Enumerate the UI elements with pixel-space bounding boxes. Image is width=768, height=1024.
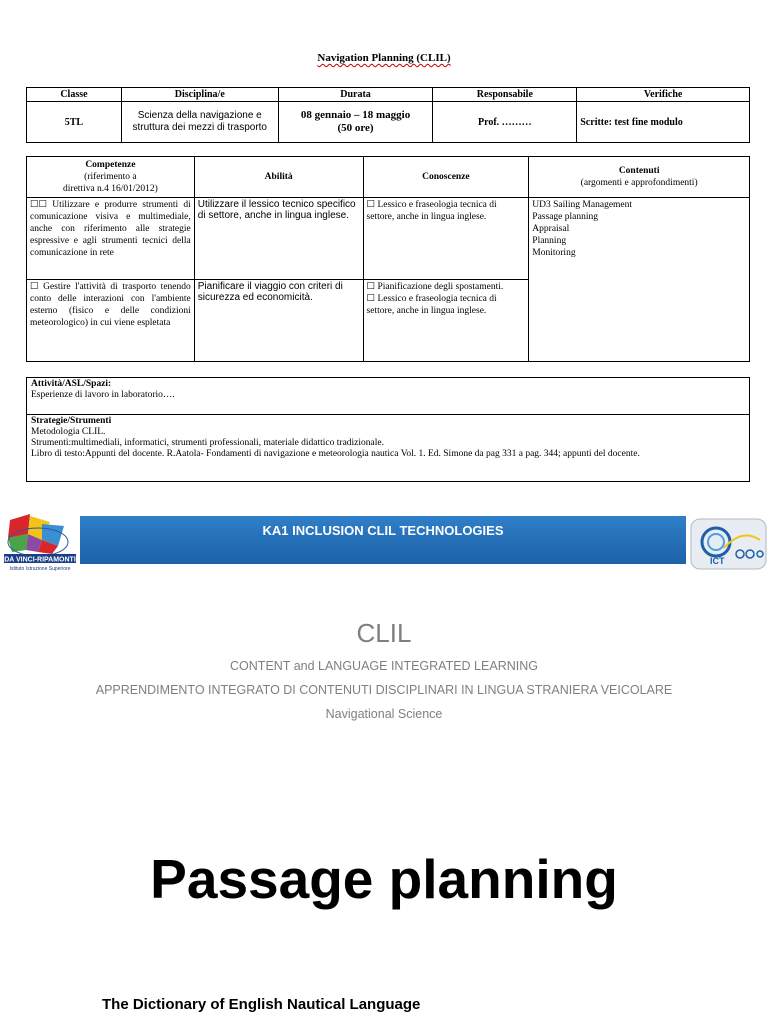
plan-table [26, 156, 750, 362]
contenuti-item: Planning [532, 236, 567, 246]
strategies-line: Metodologia CLIL. [31, 427, 106, 437]
checkbox-icon: ☐ [366, 294, 376, 304]
plan-row-1 [27, 198, 750, 280]
dictionary-title: The Dictionary of English Nautical Language [102, 996, 421, 1013]
contenuti-title: Contenuti [618, 166, 660, 176]
checkbox-icon: ☐ [30, 282, 39, 292]
competenze-ref: (riferimento a [84, 172, 137, 182]
header-responsabile: Responsabile [433, 88, 577, 102]
header-durata: Durata [278, 88, 433, 102]
strategies-row [27, 415, 750, 482]
activities-text: Esperienze di lavoro in laboratorio…. [31, 390, 175, 400]
contenuti-list [529, 198, 750, 362]
activities-cell [27, 378, 750, 415]
competenze-2: ☐ Gestire l'attività di trasporto tenendo conto delle interazioni con l'ambiente esterno (fisico e delle condizioni meteorologico) in cui viene espletata [27, 280, 195, 362]
ict-logo-icon [690, 518, 767, 570]
responsabile-value: Prof. ……… [433, 102, 577, 143]
contenuti-item: Monitoring [532, 248, 576, 258]
header-conoscenze: Conoscenze [363, 157, 529, 198]
durata-hours: (50 ore) [337, 122, 374, 134]
school-logo [2, 512, 78, 576]
info-table-row [27, 102, 750, 143]
school-logo-icon [2, 512, 78, 576]
durata-dates: 08 gennaio – 18 maggio [300, 109, 411, 121]
disciplina-value: Scienza della navigazione e struttura dei mezzi di trasporto [121, 102, 278, 143]
header-verifiche: Verifiche [577, 88, 750, 102]
header-contenuti [529, 157, 750, 198]
main-title: Passage planning [150, 848, 618, 910]
contenuti-item: Appraisal [532, 224, 570, 234]
abilita-2: Pianificare il viaggio con criteri di sicurezza ed economicità. [194, 280, 363, 362]
svg-text:Istituto Istruzione Superiore: Istituto Istruzione Superiore [9, 566, 71, 572]
contenuti-item: Passage planning [532, 212, 598, 222]
header-abilita: Abilità [194, 157, 363, 198]
svg-text:ICT: ICT [710, 556, 725, 566]
subtitle-discipline: Navigational Science [325, 707, 443, 721]
contenuti-item: UD3 Sailing Management [532, 200, 633, 210]
strategies-line: Strumenti:multimediali, informatici, strumenti professionali, materiale didattico tradizionale. [31, 438, 384, 448]
checkbox-icon: ☐☐ [30, 200, 48, 210]
plan-table-header [27, 157, 750, 198]
project-banner [80, 516, 686, 564]
classe-value: 5TL [27, 102, 122, 143]
ict-logo [690, 518, 767, 570]
subtitle-apprendimento: APPRENDIMENTO INTEGRATO DI CONTENUTI DISCIPLINARI IN LINGUA STRANIERA VEICOLARE [95, 683, 673, 697]
conoscenze-2 [363, 280, 529, 362]
info-table [26, 87, 750, 143]
strategies-table [26, 377, 750, 482]
conoscenze-1: ☐ Lessico e fraseologia tecnica di settore, anche in lingua inglese. [363, 198, 529, 280]
abilita-1: Utilizzare il lessico tecnico specifico di settore, anche in lingua inglese. [194, 198, 363, 280]
header-disciplina: Disciplina/e [121, 88, 278, 102]
durata-value [278, 102, 433, 143]
banner-title: KA1 INCLUSION CLIL TECHNOLOGIES [262, 523, 504, 538]
conoscenze-item: ☐ Lessico e fraseologia tecnica di settore, anche in lingua inglese. [366, 294, 497, 316]
checkbox-icon: ☐ [366, 200, 376, 210]
contenuti-sub: (argomenti e approfondimenti) [580, 178, 698, 188]
svg-text:DA VINCI-RIPAMONTI: DA VINCI-RIPAMONTI [4, 556, 76, 564]
competenze-1: ☐☐ Utilizzare e produrre strumenti di comunicazione visiva e multimediale, anche con riferimento alle strategie espressive e agli strumenti tecnici della comunicazione in rete [27, 198, 195, 280]
competenze-title: Competenze [85, 160, 136, 170]
subtitle-content: CONTENT and LANGUAGE INTEGRATED LEARNING [230, 659, 538, 673]
checkbox-icon: ☐ [366, 282, 376, 292]
strategies-cell [27, 415, 750, 482]
conoscenze-item: ☐ Pianificazione degli spostamenti. [366, 282, 504, 292]
strategies-line: Libro di testo:Appunti del docente. R.Aatola- Fondamenti di navigazione e meteorologia nautica Vol. 1. Ed. Simone da pag 331 a pag. 344; appunti del docente. [31, 449, 640, 459]
header-classe: Classe [27, 88, 122, 102]
strategies-content [31, 416, 745, 480]
verifiche-value: Scritte: test fine modulo [577, 102, 750, 143]
competenze-directive: direttiva n.4 16/01/2012) [63, 184, 158, 194]
info-table-header [27, 88, 750, 102]
activities-heading: Attività/ASL/Spazi: [31, 379, 112, 389]
activities-row [27, 378, 750, 415]
clil-heading: CLIL [356, 618, 412, 648]
header-competenze [27, 157, 195, 198]
document-title: Navigation Planning (CLIL) [317, 52, 451, 64]
strategies-heading: Strategie/Strumenti [31, 416, 112, 426]
